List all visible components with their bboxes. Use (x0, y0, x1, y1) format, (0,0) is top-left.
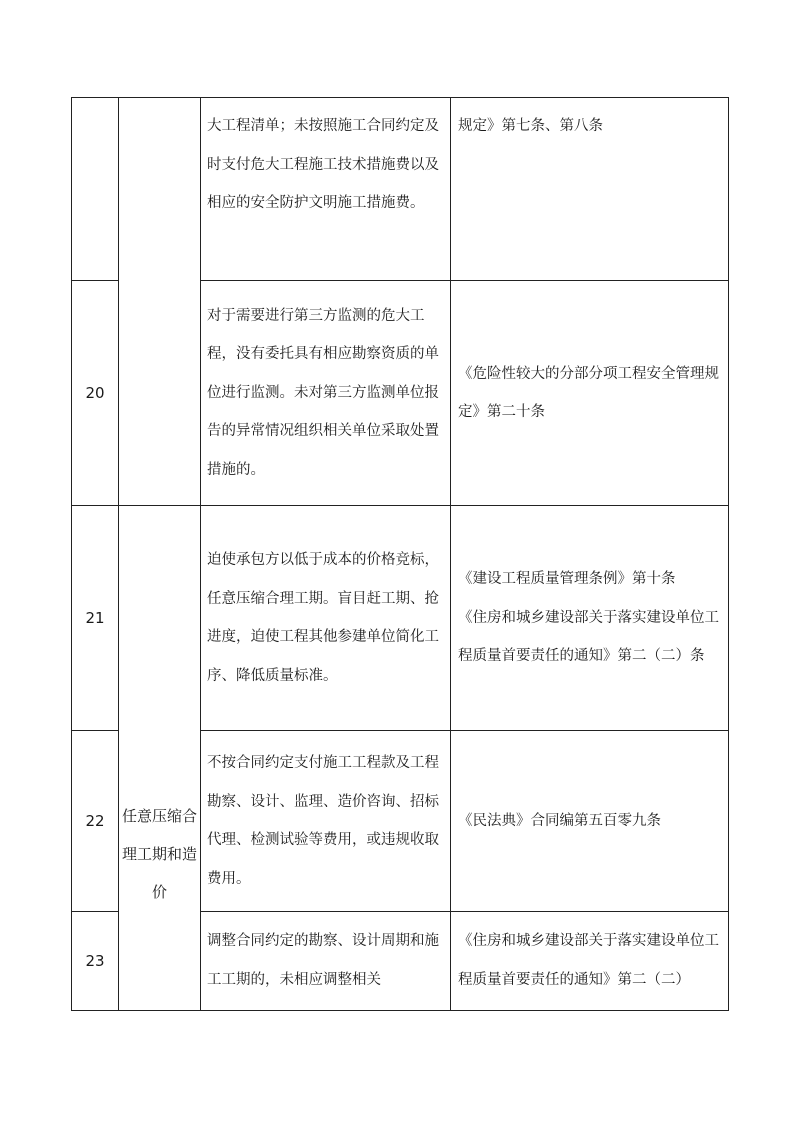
legal-basis: 《建设工程质量管理条例》第十条 《住房和城乡建设部关于落实建设单位工程质量首要责任的通知》第二（二）条 (451, 506, 729, 731)
row-number: 23 (72, 912, 119, 1011)
legal-basis: 规定》第七条、第八条 (451, 98, 729, 281)
row-number: 21 (72, 506, 119, 731)
row-number: 20 (72, 281, 119, 506)
regulation-table (71, 97, 729, 1011)
row-number (72, 98, 119, 281)
violation-description: 对于需要进行第三方监测的危大工程，没有委托具有相应勘察资质的单位进行监测。未对第三方监测单位报告的异常情况组织相关单位采取处置措施的。 (201, 281, 451, 506)
category-cell (119, 506, 201, 1011)
table-row (72, 506, 729, 731)
violation-description: 迫使承包方以低于成本的价格竞标，任意压缩合理工期。盲目赶工期、抢进度，迫使工程其他参建单位简化工序、降低质量标准。 (201, 506, 451, 731)
table-row (72, 98, 729, 281)
legal-basis: 《住房和城乡建设部关于落实建设单位工程质量首要责任的通知》第二（二） (451, 912, 729, 1011)
violation-description: 大工程清单；未按照施工合同约定及时支付危大工程施工技术措施费以及相应的安全防护文明施工措施费。 (201, 98, 451, 281)
violation-description: 不按合同约定支付施工工程款及工程勘察、设计、监理、造价咨询、招标代理、检测试验等费用，或违规收取费用。 (201, 731, 451, 912)
category-label: 任意压缩合理工期和造价 (121, 807, 197, 901)
legal-basis: 《民法典》合同编第五百零九条 (451, 731, 729, 912)
violation-description: 调整合同约定的勘察、设计周期和施工工期的，未相应调整相关 (201, 912, 451, 1011)
row-number: 22 (72, 731, 119, 912)
category-cell-empty (119, 98, 201, 506)
legal-basis: 《危险性较大的分部分项工程安全管理规定》第二十条 (451, 281, 729, 506)
